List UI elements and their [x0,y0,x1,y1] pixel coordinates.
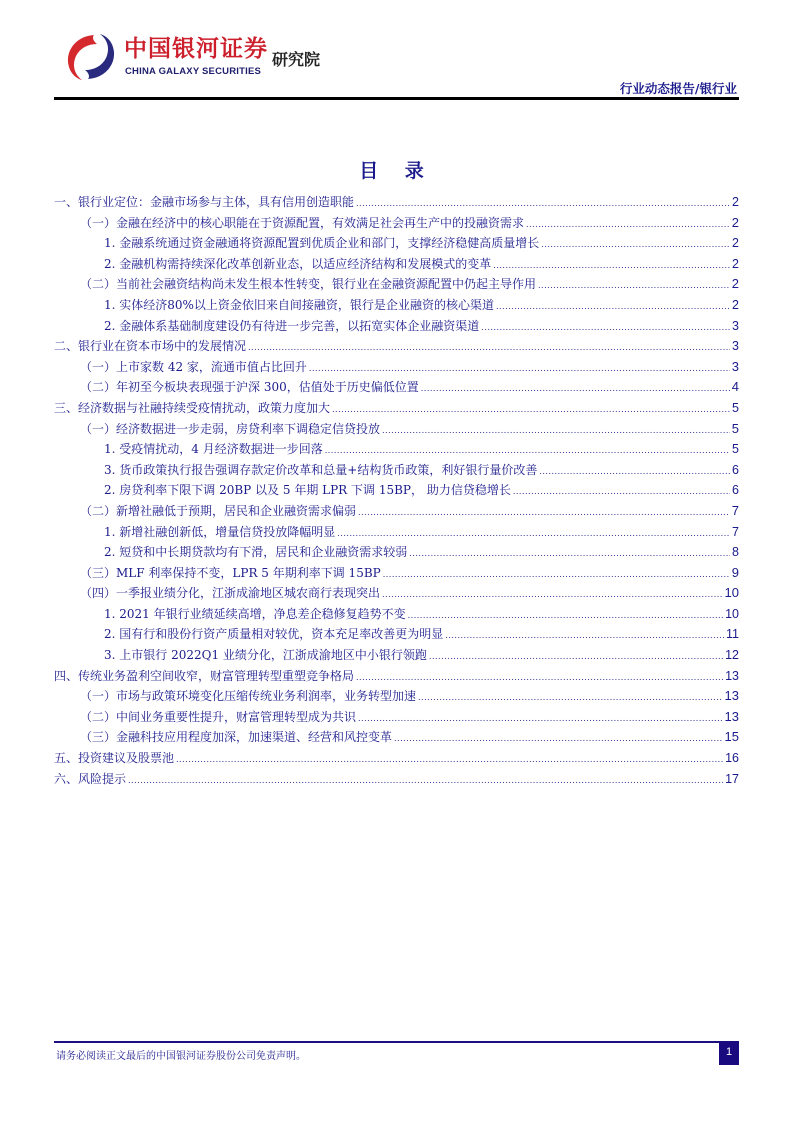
header-divider [54,97,739,100]
toc-entry[interactable]: 2. 短贷和中长期贷款均有下滑，居民和企业融资需求较弱 ..... 8 [54,542,739,563]
table-of-contents [54,192,739,789]
page-ref: 7 [731,502,739,518]
toc-entry[interactable]: 1. 2021 年银行业绩延续高增，净息差企稳修复趋势不变 ..... 10 [54,604,739,625]
leader-dots [325,441,730,462]
page-ref: 16 [725,751,739,766]
leader-dots [248,338,730,359]
leader-dots [332,400,730,421]
leader-dots [493,256,730,277]
page-ref: 2 [731,214,739,230]
toc-entry[interactable]: （一）金融在经济中的核心职能在于资源配置，有效满足社会再生产中的投融资需求 ..... 2 [54,213,739,234]
leader-dots [358,503,730,524]
toc-entry[interactable]: 1. 金融系统通过资金融通将资源配置到优质企业和部门，支撑经济稳健高质量增长 ..... 2 [54,233,739,254]
toc-entry[interactable]: （二）中间业务重要性提升，财富管理转型成为共识 ..... 13 [54,707,739,728]
page-ref: 3 [732,339,739,354]
leader-dots [382,421,730,442]
page-ref: 6 [732,483,739,498]
page-ref: 2 [732,256,739,271]
page-ref: 11 [726,627,739,642]
page-ref: 8 [732,545,739,560]
leader-dots [309,359,730,380]
toc-entry[interactable]: （三）金融科技应用程度加深，加速渠道、经营和风控变革 ..... 15 [54,727,739,748]
toc-entry[interactable]: 1. 受疫情扰动，4 月经济数据进一步回落 ..... 5 [54,439,739,460]
page-ref: 10 [724,585,739,601]
toc-entry[interactable]: 2. 金融体系基础制度建设仍有待进一步完善，以拓宽实体企业融资渠道 ..... 3 [54,316,739,337]
toc-entry[interactable]: 五、投资建议及股票池 ..... 16 [54,748,739,769]
toc-entry[interactable]: 二、银行业在资本市场中的发展情况 ..... 3 [54,336,739,357]
footer-divider [54,1041,739,1043]
page-ref: 15 [724,729,739,745]
toc-entry[interactable]: 1. 新增社融创新低，增量信贷投放降幅明显 ..... 7 [54,522,739,543]
page-ref: 3 [732,318,739,333]
leader-dots [337,524,730,545]
toc-entry[interactable]: 3. 上市银行 2022Q1 业绩分化，江浙成渝地区中小银行领跑 ..... 12 [54,645,739,666]
page-ref: 2 [731,276,739,292]
toc-entry[interactable]: 一、银行业定位：金融市场参与主体，具有信用创造职能 ..... 2 [54,192,739,213]
brand-name-cn: 中国银河证券 [124,36,268,62]
leader-dots [445,626,724,647]
leader-dots [421,379,730,400]
leader-dots [409,544,730,565]
toc-entry[interactable]: （二）当前社会融资结构尚未发生根本性转变，银行业在金融资源配置中仍起主导作用 ..... 2 [54,274,739,295]
leader-dots [383,565,730,586]
leader-dots [382,585,723,606]
page-ref: 13 [725,668,739,683]
page-ref: 5 [732,442,739,457]
page-ref: 4 [731,379,739,395]
report-type: 行业动态报告/银行业 [619,81,737,96]
toc-entry[interactable]: （一）市场与政策环境变化压缩传统业务利润率，业务转型加速 ..... 13 [54,686,739,707]
page-ref: 17 [725,771,739,786]
page-ref: 7 [732,524,739,539]
leader-dots [394,729,723,750]
toc-entry[interactable]: 六、风险提示 ..... 17 [54,769,739,790]
leader-dots [538,276,730,297]
company-logo-icon [64,32,118,82]
page-ref: 2 [732,297,739,312]
toc-entry[interactable]: （二）新增社融低于预期，居民和企业融资需求偏弱 ..... 7 [54,501,739,522]
page-ref: 5 [731,420,739,436]
toc-entry[interactable]: 3. 货币政策执行报告强调存款定价改革和总量+结构货币政策，利好银行量价改善 ..... 6 [54,460,739,481]
page-ref: 12 [725,648,739,663]
page-ref: 13 [724,688,739,704]
toc-entry[interactable]: 2. 金融机构需持续深化改革创新业态，以适应经济结构和发展模式的变革 ..... 2 [54,254,739,275]
toc-entry[interactable]: 1. 实体经济80%以上资金依旧来自间接融资，银行是企业融资的核心渠道 ..... 2 [54,295,739,316]
leader-dots [496,297,730,318]
toc-entry[interactable]: 四、传统业务盈利空间收窄，财富管理转型重塑竞争格局 ..... 13 [54,666,739,687]
toc-entry[interactable]: （三）MLF 利率保持不变，LPR 5 年期利率下调 15BP ..... 9 [54,563,739,584]
leader-dots [539,462,730,483]
page-ref: 2 [732,236,739,251]
leader-dots [541,235,730,256]
footer-disclaimer: 请务必阅读正文最后的中国银河证券股份公司免责声明。 [56,1051,306,1062]
leader-dots [176,750,723,771]
page-ref: 2 [732,195,739,209]
leader-dots [128,771,723,792]
toc-entry[interactable]: （一）经济数据进一步走弱，房贷利率下调稳定信贷投放 ..... 5 [54,419,739,440]
page-ref: 10 [725,606,739,621]
institute-label: 研究院 [272,50,321,69]
toc-entry[interactable]: 2. 房贷利率下限下调 20BP 以及 5 年期 LPR 下调 15BP， 助力信贷稳增长 ..... 6 [54,480,739,501]
leader-dots [481,318,730,339]
page-ref: 6 [732,462,739,477]
page-number: 1 [719,1041,739,1065]
page-ref: 13 [724,708,739,724]
page-ref: 3 [731,358,739,374]
leader-dots [356,194,730,215]
leader-dots [429,647,723,668]
toc-entry[interactable]: （四）一季报业绩分化，江浙成渝地区城农商行表现突出 ..... 10 [54,583,739,604]
toc-entry[interactable]: 2. 国有行和股份行资产质量相对较优，资本充足率改善更为明显 ..... 11 [54,624,739,645]
toc-title: 目 录 [359,160,434,182]
page-ref: 9 [731,564,739,580]
brand-name-en: CHINA GALAXY SECURITIES [125,66,262,77]
leader-dots [356,668,723,689]
toc-entry[interactable]: （一）上市家数 42 家，流通市值占比回升 ..... 3 [54,357,739,378]
toc-entry[interactable]: （二）年初至今板块表现强于沪深 300，估值处于历史偏低位置 ..... 4 [54,377,739,398]
leader-dots [513,482,730,503]
leader-dots [418,688,723,709]
page-ref: 5 [732,400,739,415]
leader-dots [358,709,723,730]
leader-dots [408,606,723,627]
toc-entry[interactable]: 三、经济数据与社融持续受疫情扰动，政策力度加大 ..... 5 [54,398,739,419]
leader-dots [526,215,730,236]
